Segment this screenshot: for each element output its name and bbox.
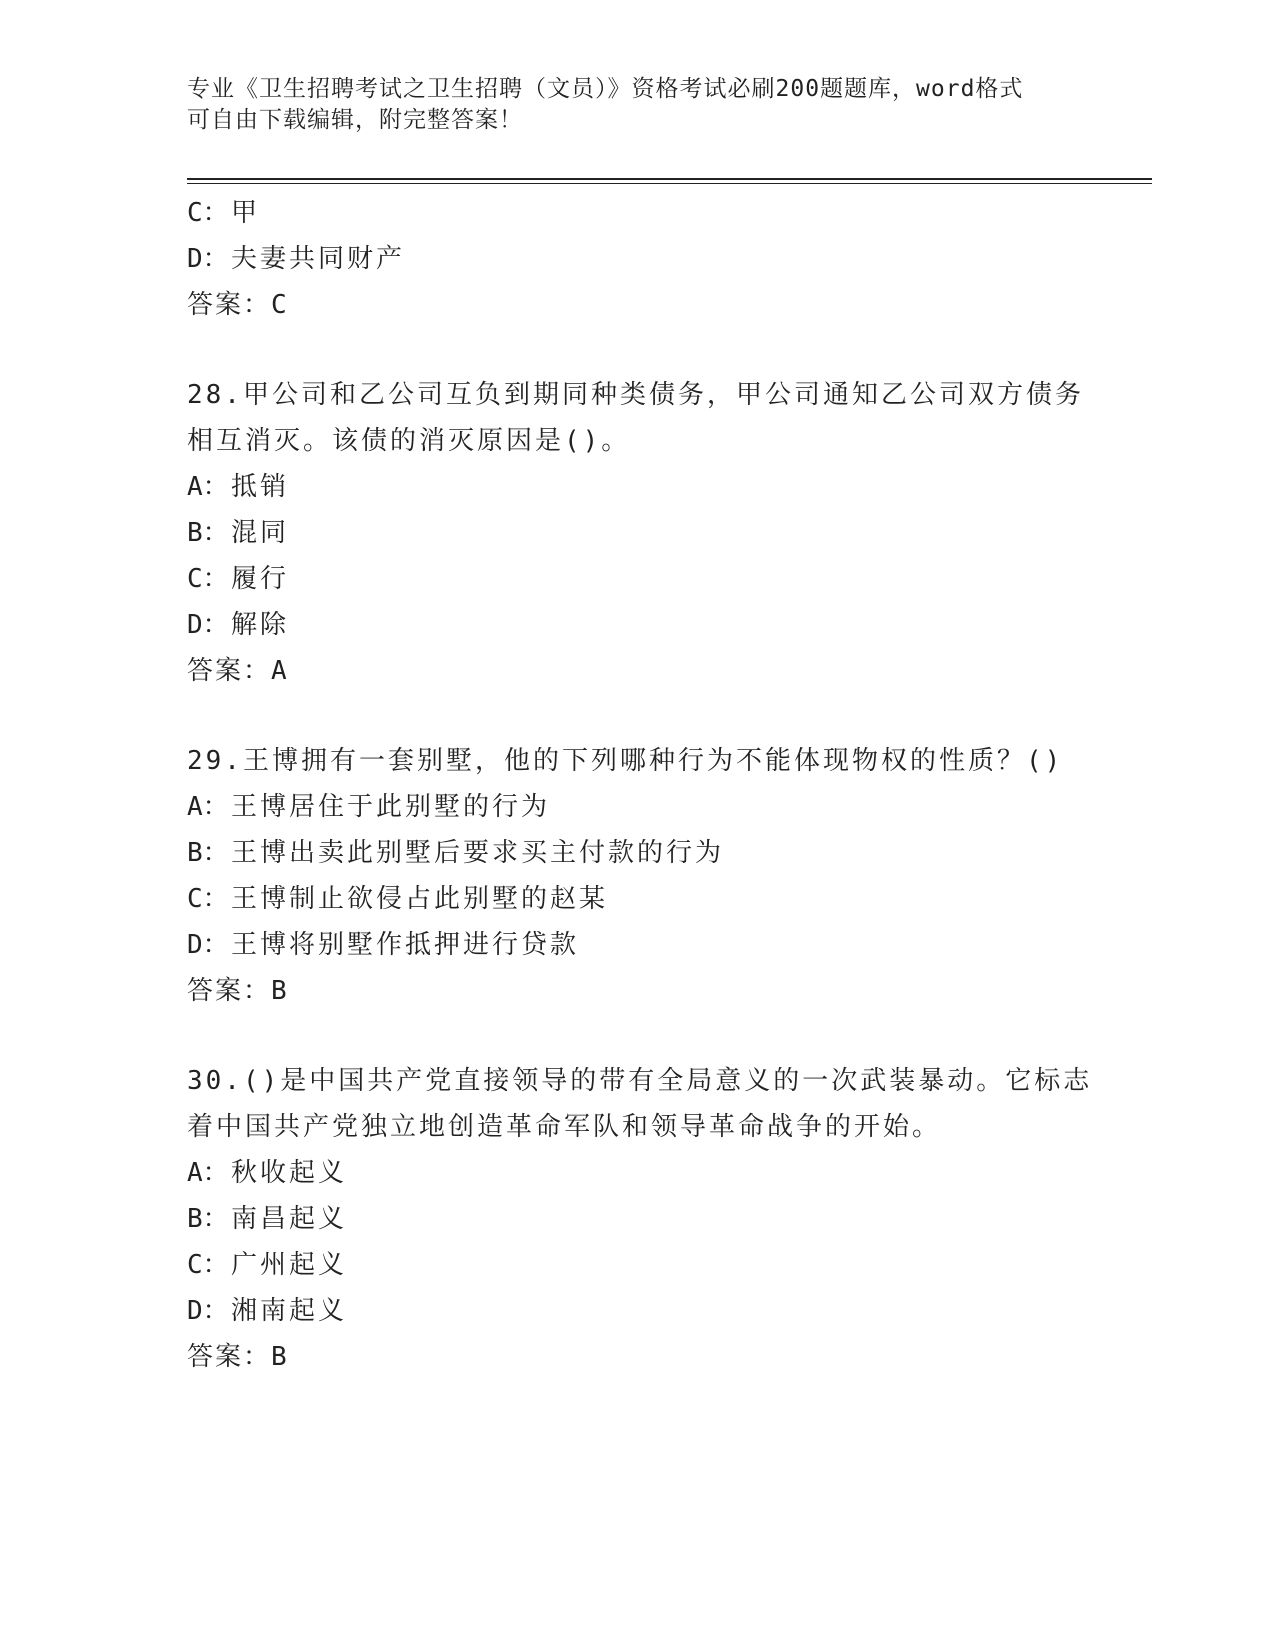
option-text: 王博制止欲侵占此别墅的赵某 (231, 884, 609, 914)
question-stem-line: 相互消灭。该债的消灭原因是()。 (187, 426, 631, 456)
option-label: C： (187, 1250, 229, 1280)
option-d (187, 1288, 1087, 1334)
option-label: D： (187, 244, 229, 274)
option-d (187, 602, 1087, 648)
option-a (187, 1150, 1087, 1196)
header-line-2: 可自由下载编辑，附完整答案！ (187, 107, 523, 133)
option-label: C： (187, 198, 229, 228)
header-rule-thick (187, 178, 1152, 180)
question-block-prev (187, 190, 1087, 328)
option-c (187, 1242, 1087, 1288)
option-label: B： (187, 838, 229, 868)
option-text: 甲 (231, 198, 261, 228)
answer-line: 答案：C (187, 290, 289, 320)
option-text: 王博居住于此别墅的行为 (231, 792, 551, 822)
option-c (187, 876, 1087, 922)
option-text: 广州起义 (231, 1250, 348, 1280)
option-b (187, 510, 1087, 556)
question-block-30 (187, 1058, 1093, 1380)
option-text: 抵销 (231, 472, 290, 502)
option-b (187, 1196, 1087, 1242)
answer-line: 答案：B (187, 976, 289, 1006)
option-text: 王博将别墅作抵押进行贷款 (231, 930, 580, 960)
option-label: C： (187, 884, 229, 914)
option-label: D： (187, 930, 229, 960)
option-text: 解除 (231, 610, 290, 640)
option-d (187, 236, 1087, 282)
document-header (187, 74, 1067, 136)
option-d (187, 922, 1087, 968)
question-stem-line: 29.王博拥有一套别墅，他的下列哪种行为不能体现物权的性质？() (187, 746, 1064, 776)
option-text: 夫妻共同财产 (231, 244, 406, 274)
answer-line: 答案：B (187, 1342, 289, 1372)
spacer (187, 694, 1087, 738)
question-block-28 (187, 372, 1087, 694)
question-stem-line: 30.()是中国共产党直接领导的带有全局意义的一次武装暴动。它标志 (187, 1066, 1093, 1096)
option-a (187, 464, 1087, 510)
header-line-1: 专业《卫生招聘考试之卫生招聘（文员）》资格考试必刷200题题库，word格式 (187, 76, 1024, 102)
option-label: D： (187, 610, 229, 640)
header-rule-thin (187, 183, 1152, 184)
option-c (187, 190, 1087, 236)
option-label: A： (187, 472, 229, 502)
spacer (187, 328, 1087, 372)
option-c (187, 556, 1087, 602)
option-label: B： (187, 518, 229, 548)
option-label: C： (187, 564, 229, 594)
option-a (187, 784, 1087, 830)
question-block-29 (187, 738, 1087, 1014)
question-stem-line: 着中国共产党独立地创造革命军队和领导革命战争的开始。 (187, 1112, 942, 1142)
answer-line: 答案：A (187, 656, 289, 686)
spacer (187, 1014, 1087, 1058)
option-label: A： (187, 1158, 229, 1188)
option-label: A： (187, 792, 229, 822)
option-text: 秋收起义 (231, 1158, 348, 1188)
option-text: 履行 (231, 564, 290, 594)
option-label: D： (187, 1296, 229, 1326)
option-text: 王博出卖此别墅后要求买主付款的行为 (231, 838, 725, 868)
option-text: 湘南起义 (231, 1296, 348, 1326)
option-label: B： (187, 1204, 229, 1234)
question-stem-line: 28.甲公司和乙公司互负到期同种类债务，甲公司通知乙公司双方债务 (187, 380, 1084, 410)
option-text: 混同 (231, 518, 290, 548)
option-b (187, 830, 1087, 876)
question-list (187, 190, 1093, 1380)
option-text: 南昌起义 (231, 1204, 348, 1234)
